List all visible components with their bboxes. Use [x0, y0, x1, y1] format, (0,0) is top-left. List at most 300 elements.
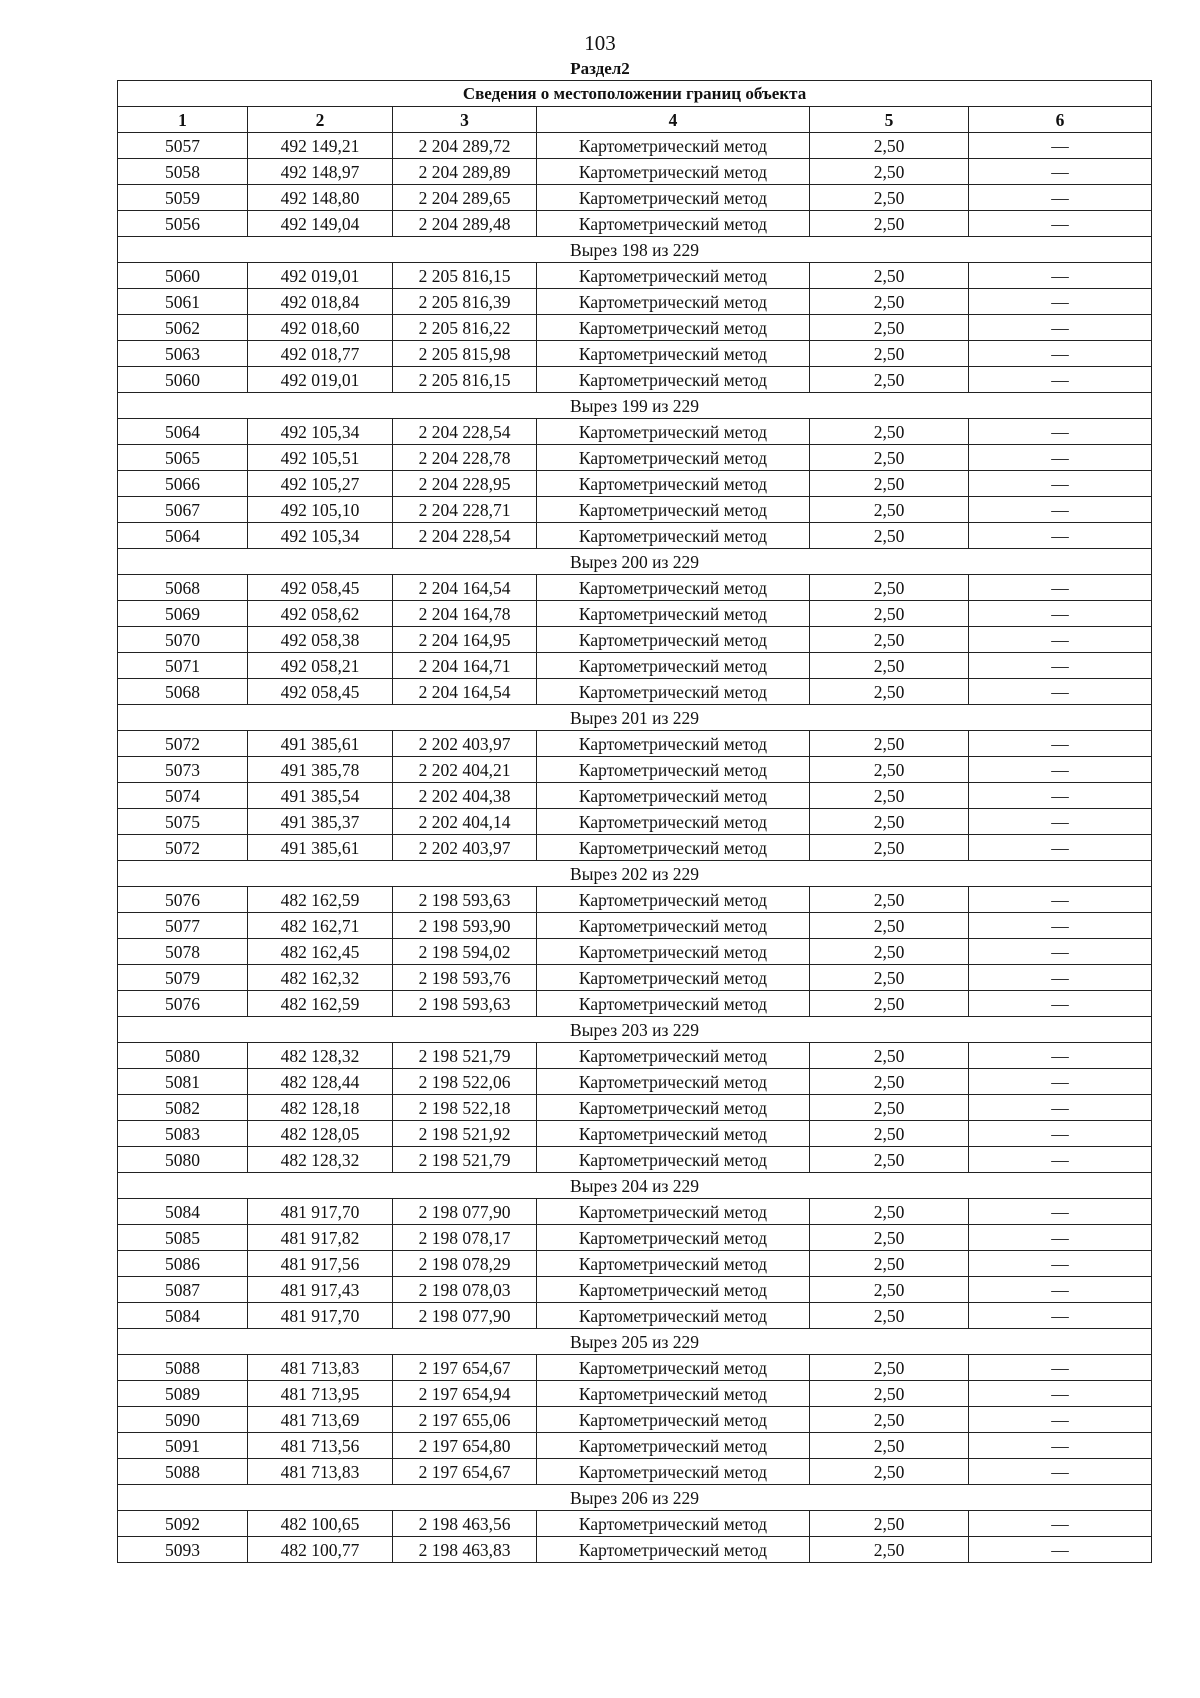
- accuracy-cell: 2,50: [810, 731, 969, 757]
- cut-label: Вырез 198 из 229: [118, 237, 1152, 263]
- x-coordinate-cell: 482 162,45: [248, 939, 393, 965]
- x-coordinate-cell: 492 058,62: [248, 601, 393, 627]
- description-cell: —: [969, 341, 1152, 367]
- y-coordinate-cell: 2 204 289,89: [393, 159, 537, 185]
- table-row: [118, 913, 1152, 939]
- table-row: [118, 601, 1152, 627]
- y-coordinate-cell: 2 198 593,63: [393, 887, 537, 913]
- x-coordinate-cell: 482 100,77: [248, 1537, 393, 1563]
- description-cell: —: [969, 835, 1152, 861]
- table-row: [118, 1433, 1152, 1459]
- point-number-cell: 5060: [118, 263, 248, 289]
- description-cell: —: [969, 471, 1152, 497]
- cut-header-row: [118, 705, 1152, 731]
- description-cell: —: [969, 939, 1152, 965]
- cut-header-row: [118, 1173, 1152, 1199]
- table-row: [118, 263, 1152, 289]
- point-number-cell: 5084: [118, 1199, 248, 1225]
- method-cell: Картометрический метод: [537, 991, 810, 1017]
- accuracy-cell: 2,50: [810, 1381, 969, 1407]
- description-cell: —: [969, 965, 1152, 991]
- y-coordinate-cell: 2 197 654,94: [393, 1381, 537, 1407]
- point-number-cell: 5088: [118, 1355, 248, 1381]
- point-number-cell: 5072: [118, 731, 248, 757]
- accuracy-cell: 2,50: [810, 497, 969, 523]
- description-cell: —: [969, 1225, 1152, 1251]
- y-coordinate-cell: 2 198 463,56: [393, 1511, 537, 1537]
- point-number-cell: 5078: [118, 939, 248, 965]
- point-number-cell: 5071: [118, 653, 248, 679]
- point-number-cell: 5092: [118, 1511, 248, 1537]
- point-number-cell: 5068: [118, 575, 248, 601]
- x-coordinate-cell: 492 018,84: [248, 289, 393, 315]
- accuracy-cell: 2,50: [810, 1199, 969, 1225]
- point-number-cell: 5056: [118, 211, 248, 237]
- table-row: [118, 1355, 1152, 1381]
- x-coordinate-cell: 491 385,61: [248, 835, 393, 861]
- method-cell: Картометрический метод: [537, 601, 810, 627]
- y-coordinate-cell: 2 204 164,54: [393, 679, 537, 705]
- accuracy-cell: 2,50: [810, 1433, 969, 1459]
- x-coordinate-cell: 491 385,54: [248, 783, 393, 809]
- y-coordinate-cell: 2 204 164,54: [393, 575, 537, 601]
- column-header-2: 2: [248, 107, 393, 133]
- description-cell: —: [969, 1355, 1152, 1381]
- method-cell: Картометрический метод: [537, 289, 810, 315]
- column-header-5: 5: [810, 107, 969, 133]
- table-row: [118, 1121, 1152, 1147]
- x-coordinate-cell: 481 713,95: [248, 1381, 393, 1407]
- accuracy-cell: 2,50: [810, 653, 969, 679]
- description-cell: —: [969, 1459, 1152, 1485]
- x-coordinate-cell: 482 128,32: [248, 1147, 393, 1173]
- description-cell: —: [969, 1199, 1152, 1225]
- point-number-cell: 5061: [118, 289, 248, 315]
- method-cell: Картометрический метод: [537, 939, 810, 965]
- description-cell: —: [969, 445, 1152, 471]
- x-coordinate-cell: 481 917,43: [248, 1277, 393, 1303]
- x-coordinate-cell: 492 018,60: [248, 315, 393, 341]
- y-coordinate-cell: 2 198 078,03: [393, 1277, 537, 1303]
- y-coordinate-cell: 2 198 463,83: [393, 1537, 537, 1563]
- cut-label: Вырез 204 из 229: [118, 1173, 1152, 1199]
- table-row: [118, 679, 1152, 705]
- cut-header-row: [118, 1017, 1152, 1043]
- table-row: [118, 575, 1152, 601]
- method-cell: Картометрический метод: [537, 965, 810, 991]
- x-coordinate-cell: 492 148,80: [248, 185, 393, 211]
- method-cell: Картометрический метод: [537, 1537, 810, 1563]
- point-number-cell: 5079: [118, 965, 248, 991]
- column-header-4: 4: [537, 107, 810, 133]
- y-coordinate-cell: 2 198 521,92: [393, 1121, 537, 1147]
- cut-header-row: [118, 1329, 1152, 1355]
- point-number-cell: 5063: [118, 341, 248, 367]
- point-number-cell: 5093: [118, 1537, 248, 1563]
- method-cell: Картометрический метод: [537, 1251, 810, 1277]
- method-cell: Картометрический метод: [537, 1407, 810, 1433]
- accuracy-cell: 2,50: [810, 835, 969, 861]
- description-cell: —: [969, 185, 1152, 211]
- table-row: [118, 809, 1152, 835]
- y-coordinate-cell: 2 205 815,98: [393, 341, 537, 367]
- method-cell: Картометрический метод: [537, 263, 810, 289]
- point-number-cell: 5072: [118, 835, 248, 861]
- x-coordinate-cell: 482 128,32: [248, 1043, 393, 1069]
- accuracy-cell: 2,50: [810, 263, 969, 289]
- y-coordinate-cell: 2 198 521,79: [393, 1147, 537, 1173]
- y-coordinate-cell: 2 204 228,95: [393, 471, 537, 497]
- x-coordinate-cell: 492 105,51: [248, 445, 393, 471]
- method-cell: Картометрический метод: [537, 315, 810, 341]
- table-row: [118, 211, 1152, 237]
- description-cell: —: [969, 679, 1152, 705]
- accuracy-cell: 2,50: [810, 965, 969, 991]
- y-coordinate-cell: 2 198 077,90: [393, 1303, 537, 1329]
- accuracy-cell: 2,50: [810, 471, 969, 497]
- point-number-cell: 5062: [118, 315, 248, 341]
- accuracy-cell: 2,50: [810, 315, 969, 341]
- y-coordinate-cell: 2 202 404,21: [393, 757, 537, 783]
- method-cell: Картометрический метод: [537, 1459, 810, 1485]
- accuracy-cell: 2,50: [810, 367, 969, 393]
- description-cell: —: [969, 991, 1152, 1017]
- page-number: 103: [584, 31, 616, 55]
- method-cell: Картометрический метод: [537, 1121, 810, 1147]
- accuracy-cell: 2,50: [810, 211, 969, 237]
- point-number-cell: 5074: [118, 783, 248, 809]
- cut-header-row: [118, 549, 1152, 575]
- description-cell: —: [969, 1095, 1152, 1121]
- y-coordinate-cell: 2 198 522,06: [393, 1069, 537, 1095]
- accuracy-cell: 2,50: [810, 1459, 969, 1485]
- x-coordinate-cell: 492 058,21: [248, 653, 393, 679]
- point-number-cell: 5084: [118, 1303, 248, 1329]
- x-coordinate-cell: 492 058,38: [248, 627, 393, 653]
- description-cell: —: [969, 1147, 1152, 1173]
- description-cell: —: [969, 289, 1152, 315]
- table-row: [118, 419, 1152, 445]
- description-cell: —: [969, 1511, 1152, 1537]
- y-coordinate-cell: 2 205 816,15: [393, 263, 537, 289]
- y-coordinate-cell: 2 204 228,71: [393, 497, 537, 523]
- point-number-cell: 5080: [118, 1043, 248, 1069]
- method-cell: Картометрический метод: [537, 1433, 810, 1459]
- point-number-cell: 5067: [118, 497, 248, 523]
- method-cell: Картометрический метод: [537, 523, 810, 549]
- method-cell: Картометрический метод: [537, 1511, 810, 1537]
- table-row: [118, 367, 1152, 393]
- table-row: [118, 939, 1152, 965]
- point-number-cell: 5081: [118, 1069, 248, 1095]
- description-cell: —: [969, 523, 1152, 549]
- y-coordinate-cell: 2 198 594,02: [393, 939, 537, 965]
- y-coordinate-cell: 2 204 164,78: [393, 601, 537, 627]
- method-cell: Картометрический метод: [537, 1095, 810, 1121]
- method-cell: Картометрический метод: [537, 159, 810, 185]
- accuracy-cell: 2,50: [810, 1355, 969, 1381]
- accuracy-cell: 2,50: [810, 627, 969, 653]
- point-number-cell: 5064: [118, 419, 248, 445]
- description-cell: —: [969, 653, 1152, 679]
- description-cell: —: [969, 575, 1152, 601]
- accuracy-cell: 2,50: [810, 1537, 969, 1563]
- accuracy-cell: 2,50: [810, 913, 969, 939]
- method-cell: Картометрический метод: [537, 835, 810, 861]
- x-coordinate-cell: 481 917,56: [248, 1251, 393, 1277]
- y-coordinate-cell: 2 197 655,06: [393, 1407, 537, 1433]
- y-coordinate-cell: 2 198 593,90: [393, 913, 537, 939]
- x-coordinate-cell: 492 148,97: [248, 159, 393, 185]
- description-cell: —: [969, 627, 1152, 653]
- point-number-cell: 5064: [118, 523, 248, 549]
- y-coordinate-cell: 2 197 654,80: [393, 1433, 537, 1459]
- point-number-cell: 5077: [118, 913, 248, 939]
- accuracy-cell: 2,50: [810, 809, 969, 835]
- point-number-cell: 5057: [118, 133, 248, 159]
- x-coordinate-cell: 482 162,71: [248, 913, 393, 939]
- accuracy-cell: 2,50: [810, 1043, 969, 1069]
- table-row: [118, 159, 1152, 185]
- method-cell: Картометрический метод: [537, 1199, 810, 1225]
- accuracy-cell: 2,50: [810, 289, 969, 315]
- table-row: [118, 835, 1152, 861]
- column-header-3: 3: [393, 107, 537, 133]
- accuracy-cell: 2,50: [810, 341, 969, 367]
- y-coordinate-cell: 2 204 289,72: [393, 133, 537, 159]
- table-row: [118, 1537, 1152, 1563]
- x-coordinate-cell: 481 917,70: [248, 1199, 393, 1225]
- point-number-cell: 5076: [118, 887, 248, 913]
- table-row: [118, 445, 1152, 471]
- cut-label: Вырез 199 из 229: [118, 393, 1152, 419]
- method-cell: Картометрический метод: [537, 1381, 810, 1407]
- y-coordinate-cell: 2 204 164,95: [393, 627, 537, 653]
- point-number-cell: 5090: [118, 1407, 248, 1433]
- point-number-cell: 5091: [118, 1433, 248, 1459]
- x-coordinate-cell: 492 018,77: [248, 341, 393, 367]
- point-number-cell: 5058: [118, 159, 248, 185]
- method-cell: Картометрический метод: [537, 185, 810, 211]
- description-cell: —: [969, 1537, 1152, 1563]
- table-row: [118, 1147, 1152, 1173]
- method-cell: Картометрический метод: [537, 1277, 810, 1303]
- point-number-cell: 5060: [118, 367, 248, 393]
- accuracy-cell: 2,50: [810, 1303, 969, 1329]
- description-cell: —: [969, 133, 1152, 159]
- method-cell: Картометрический метод: [537, 575, 810, 601]
- y-coordinate-cell: 2 205 816,39: [393, 289, 537, 315]
- y-coordinate-cell: 2 202 403,97: [393, 835, 537, 861]
- method-cell: Картометрический метод: [537, 341, 810, 367]
- description-cell: —: [969, 1303, 1152, 1329]
- table-row: [118, 1407, 1152, 1433]
- point-number-cell: 5069: [118, 601, 248, 627]
- table-row: [118, 1225, 1152, 1251]
- x-coordinate-cell: 492 149,21: [248, 133, 393, 159]
- description-cell: —: [969, 419, 1152, 445]
- accuracy-cell: 2,50: [810, 1147, 969, 1173]
- point-number-cell: 5086: [118, 1251, 248, 1277]
- y-coordinate-cell: 2 198 521,79: [393, 1043, 537, 1069]
- description-cell: —: [969, 887, 1152, 913]
- method-cell: Картометрический метод: [537, 367, 810, 393]
- point-number-cell: 5076: [118, 991, 248, 1017]
- table-row: [118, 1303, 1152, 1329]
- method-cell: Картометрический метод: [537, 1069, 810, 1095]
- accuracy-cell: 2,50: [810, 419, 969, 445]
- x-coordinate-cell: 492 105,10: [248, 497, 393, 523]
- cut-label: Вырез 202 из 229: [118, 861, 1152, 887]
- method-cell: Картометрический метод: [537, 133, 810, 159]
- x-coordinate-cell: 482 128,18: [248, 1095, 393, 1121]
- y-coordinate-cell: 2 202 404,14: [393, 809, 537, 835]
- cut-label: Вырез 201 из 229: [118, 705, 1152, 731]
- accuracy-cell: 2,50: [810, 1511, 969, 1537]
- description-cell: —: [969, 1251, 1152, 1277]
- table-row: [118, 315, 1152, 341]
- accuracy-cell: 2,50: [810, 133, 969, 159]
- description-cell: —: [969, 1433, 1152, 1459]
- table-row: [118, 757, 1152, 783]
- method-cell: Картометрический метод: [537, 679, 810, 705]
- column-header-6: 6: [969, 107, 1152, 133]
- point-number-cell: 5075: [118, 809, 248, 835]
- method-cell: Картометрический метод: [537, 1147, 810, 1173]
- y-coordinate-cell: 2 204 228,54: [393, 523, 537, 549]
- description-cell: —: [969, 731, 1152, 757]
- table-row: [118, 653, 1152, 679]
- y-coordinate-cell: 2 198 593,76: [393, 965, 537, 991]
- x-coordinate-cell: 492 105,34: [248, 523, 393, 549]
- table-row: [118, 1069, 1152, 1095]
- point-number-cell: 5089: [118, 1381, 248, 1407]
- accuracy-cell: 2,50: [810, 1069, 969, 1095]
- accuracy-cell: 2,50: [810, 575, 969, 601]
- table-row: [118, 1511, 1152, 1537]
- table-row: [118, 133, 1152, 159]
- description-cell: —: [969, 783, 1152, 809]
- table-row: [118, 1043, 1152, 1069]
- point-number-cell: 5080: [118, 1147, 248, 1173]
- x-coordinate-cell: 492 058,45: [248, 679, 393, 705]
- table-row: [118, 1251, 1152, 1277]
- method-cell: Картометрический метод: [537, 887, 810, 913]
- point-number-cell: 5073: [118, 757, 248, 783]
- accuracy-cell: 2,50: [810, 887, 969, 913]
- description-cell: —: [969, 1407, 1152, 1433]
- table-caption-row: [118, 81, 1152, 107]
- column-header-row: [118, 107, 1152, 133]
- x-coordinate-cell: 481 713,69: [248, 1407, 393, 1433]
- x-coordinate-cell: 482 128,44: [248, 1069, 393, 1095]
- x-coordinate-cell: 482 162,32: [248, 965, 393, 991]
- point-number-cell: 5087: [118, 1277, 248, 1303]
- description-cell: —: [969, 367, 1152, 393]
- y-coordinate-cell: 2 204 228,78: [393, 445, 537, 471]
- cut-header-row: [118, 1485, 1152, 1511]
- accuracy-cell: 2,50: [810, 1225, 969, 1251]
- table-row: [118, 497, 1152, 523]
- method-cell: Картометрический метод: [537, 627, 810, 653]
- x-coordinate-cell: 482 162,59: [248, 991, 393, 1017]
- y-coordinate-cell: 2 198 078,29: [393, 1251, 537, 1277]
- x-coordinate-cell: 491 385,37: [248, 809, 393, 835]
- method-cell: Картометрический метод: [537, 211, 810, 237]
- accuracy-cell: 2,50: [810, 757, 969, 783]
- method-cell: Картометрический метод: [537, 419, 810, 445]
- description-cell: —: [969, 497, 1152, 523]
- y-coordinate-cell: 2 198 078,17: [393, 1225, 537, 1251]
- x-coordinate-cell: 482 162,59: [248, 887, 393, 913]
- x-coordinate-cell: 482 128,05: [248, 1121, 393, 1147]
- accuracy-cell: 2,50: [810, 1277, 969, 1303]
- y-coordinate-cell: 2 204 164,71: [393, 653, 537, 679]
- y-coordinate-cell: 2 197 654,67: [393, 1459, 537, 1485]
- point-number-cell: 5070: [118, 627, 248, 653]
- boundary-coordinates-table: [117, 80, 1152, 1563]
- method-cell: Картометрический метод: [537, 653, 810, 679]
- table-row: [118, 523, 1152, 549]
- x-coordinate-cell: 492 019,01: [248, 367, 393, 393]
- description-cell: —: [969, 263, 1152, 289]
- y-coordinate-cell: 2 205 816,15: [393, 367, 537, 393]
- y-coordinate-cell: 2 204 228,54: [393, 419, 537, 445]
- x-coordinate-cell: 491 385,78: [248, 757, 393, 783]
- x-coordinate-cell: 481 713,83: [248, 1355, 393, 1381]
- description-cell: —: [969, 913, 1152, 939]
- accuracy-cell: 2,50: [810, 1121, 969, 1147]
- method-cell: Картометрический метод: [537, 1303, 810, 1329]
- accuracy-cell: 2,50: [810, 991, 969, 1017]
- description-cell: —: [969, 601, 1152, 627]
- table-row: [118, 731, 1152, 757]
- y-coordinate-cell: 2 198 077,90: [393, 1199, 537, 1225]
- method-cell: Картометрический метод: [537, 809, 810, 835]
- y-coordinate-cell: 2 197 654,67: [393, 1355, 537, 1381]
- y-coordinate-cell: 2 204 289,65: [393, 185, 537, 211]
- y-coordinate-cell: 2 198 593,63: [393, 991, 537, 1017]
- table-row: [118, 341, 1152, 367]
- table-row: [118, 1459, 1152, 1485]
- method-cell: Картометрический метод: [537, 783, 810, 809]
- description-cell: —: [969, 1121, 1152, 1147]
- point-number-cell: 5088: [118, 1459, 248, 1485]
- description-cell: —: [969, 1277, 1152, 1303]
- table-row: [118, 627, 1152, 653]
- y-coordinate-cell: 2 198 522,18: [393, 1095, 537, 1121]
- description-cell: —: [969, 757, 1152, 783]
- method-cell: Картометрический метод: [537, 757, 810, 783]
- y-coordinate-cell: 2 205 816,22: [393, 315, 537, 341]
- cut-header-row: [118, 237, 1152, 263]
- cut-label: Вырез 200 из 229: [118, 549, 1152, 575]
- table-row: [118, 1277, 1152, 1303]
- accuracy-cell: 2,50: [810, 185, 969, 211]
- description-cell: —: [969, 1069, 1152, 1095]
- point-number-cell: 5085: [118, 1225, 248, 1251]
- section-title: Раздел2: [570, 59, 630, 78]
- table-row: [118, 1199, 1152, 1225]
- x-coordinate-cell: 492 058,45: [248, 575, 393, 601]
- accuracy-cell: 2,50: [810, 601, 969, 627]
- cut-label: Вырез 205 из 229: [118, 1329, 1152, 1355]
- x-coordinate-cell: 482 100,65: [248, 1511, 393, 1537]
- method-cell: Картометрический метод: [537, 913, 810, 939]
- accuracy-cell: 2,50: [810, 1251, 969, 1277]
- x-coordinate-cell: 481 713,83: [248, 1459, 393, 1485]
- method-cell: Картометрический метод: [537, 471, 810, 497]
